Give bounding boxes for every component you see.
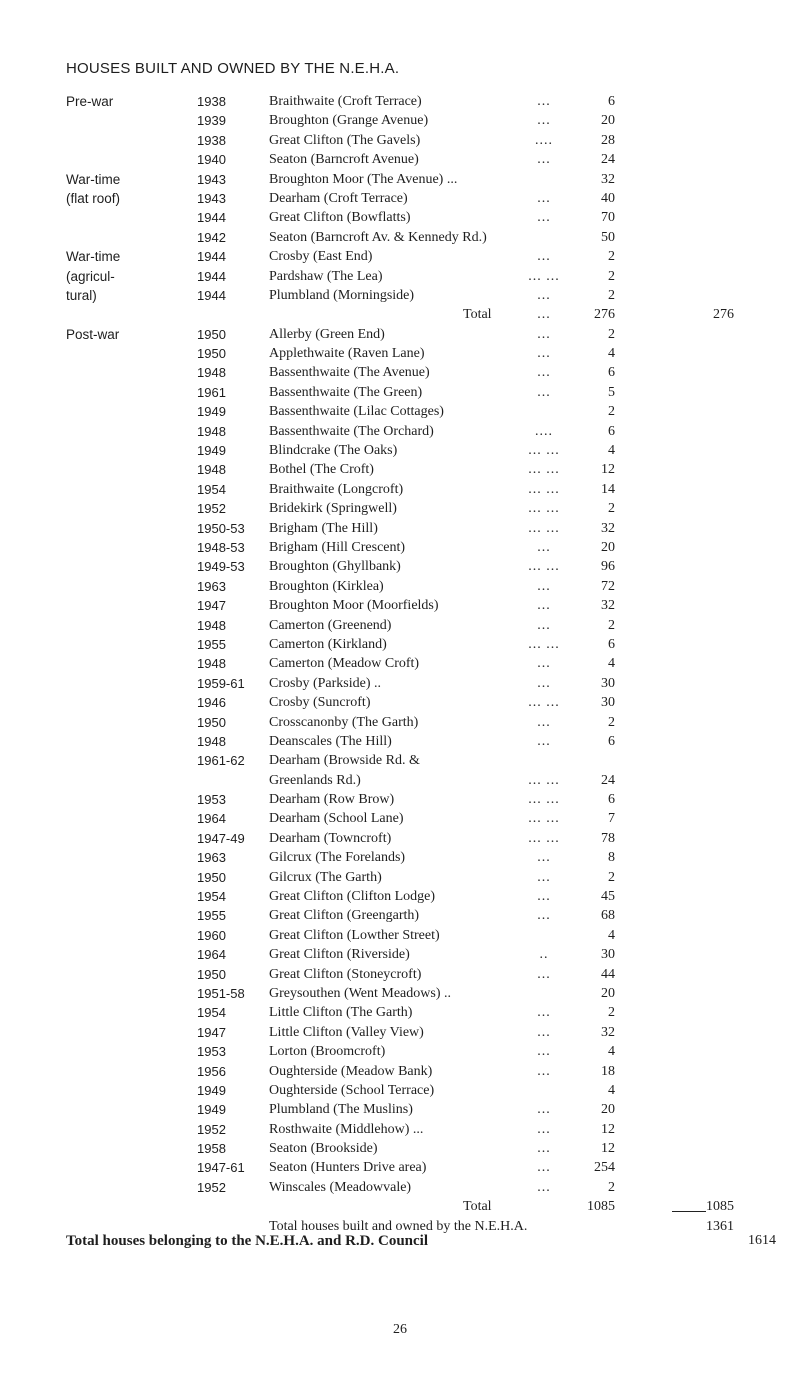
table-row bbox=[66, 848, 766, 867]
count-cell: 4 bbox=[608, 656, 615, 672]
location-cell: Crosby (East End) bbox=[269, 249, 373, 265]
count-cell: 4 bbox=[608, 443, 615, 459]
location-cell: Braithwaite (Longcroft) bbox=[269, 481, 404, 497]
location-cell: Camerton (Greenend) bbox=[269, 617, 392, 633]
total-row bbox=[66, 1197, 766, 1216]
location-cell: Lorton (Broomcroft) bbox=[269, 1044, 386, 1060]
location-cell: Camerton (Meadow Croft) bbox=[269, 656, 420, 672]
leader-dots: .. bbox=[539, 947, 549, 963]
table-row bbox=[66, 267, 766, 286]
leader-dots: ... bbox=[537, 1141, 551, 1157]
count-cell: 70 bbox=[601, 210, 615, 226]
count-cell: 6 bbox=[608, 94, 615, 109]
leader-dots: ... bbox=[537, 1179, 551, 1195]
count-cell: 4 bbox=[608, 346, 615, 362]
location-cell: Broughton Moor (Moorfields) bbox=[269, 598, 439, 614]
count-cell: 50 bbox=[601, 229, 615, 245]
table-row bbox=[66, 538, 766, 557]
location-cell: Oughterside (School Terrace) bbox=[269, 1082, 435, 1098]
year-cell: 1951-58 bbox=[197, 985, 245, 1001]
count-cell: 32 bbox=[601, 598, 615, 614]
location-cell: Bothel (The Croft) bbox=[269, 462, 374, 478]
year-cell: 1949 bbox=[197, 404, 226, 420]
location-cell: Allerby (Green End) bbox=[269, 326, 385, 342]
year-cell: 1943 bbox=[197, 190, 226, 206]
count-cell: 96 bbox=[601, 559, 615, 575]
subtotal-rule bbox=[672, 1211, 706, 1212]
location-cell: Great Clifton (Stoneycroft) bbox=[269, 966, 422, 982]
location-cell: Great Clifton (The Gavels) bbox=[269, 132, 421, 148]
leader-dots: ... bbox=[537, 578, 551, 594]
table-row bbox=[66, 480, 766, 499]
leader-dots: ... bbox=[537, 365, 551, 381]
year-cell: 1950-53 bbox=[197, 520, 245, 536]
year-cell: 1955 bbox=[197, 636, 226, 652]
year-cell: 1942 bbox=[197, 229, 226, 245]
year-cell: 1948 bbox=[197, 733, 226, 749]
location-cell: Plumbland (Morningside) bbox=[269, 287, 415, 303]
table-row bbox=[66, 383, 766, 402]
count-cell: 4 bbox=[608, 927, 615, 943]
location-cell: Braithwaite (Croft Terrace) bbox=[269, 94, 422, 109]
table-row bbox=[66, 1062, 766, 1081]
leader-dots: ... bbox=[537, 617, 551, 633]
location-cell: Brigham (The Hill) bbox=[269, 520, 378, 536]
leader-dots: ... ... bbox=[528, 481, 560, 497]
group-label: War-time bbox=[66, 171, 121, 187]
location-cell: Bassenthwaite (The Orchard) bbox=[269, 423, 434, 439]
leader-dots: ... ... bbox=[528, 811, 560, 827]
count-cell: 12 bbox=[601, 1121, 615, 1137]
table-row bbox=[66, 713, 766, 732]
leader-dots: ... bbox=[537, 714, 551, 730]
year-cell: 1950 bbox=[197, 966, 226, 982]
table-row bbox=[66, 208, 766, 227]
leader-dots: ... ... bbox=[528, 443, 560, 459]
year-cell: 1947 bbox=[197, 1024, 226, 1040]
count-cell: 12 bbox=[601, 462, 615, 478]
table-row bbox=[66, 325, 766, 344]
table-row bbox=[66, 402, 766, 421]
leader-dots: .... bbox=[535, 132, 553, 148]
count-cell: 4 bbox=[608, 1082, 615, 1098]
leader-dots: ... ... bbox=[528, 695, 560, 711]
location-cell: Dearham (Browside Rd. & bbox=[269, 753, 420, 769]
count-cell: 32 bbox=[601, 1024, 615, 1040]
location-cell: Dearham (Towncroft) bbox=[269, 830, 392, 846]
table-row bbox=[66, 829, 766, 848]
count-cell: 24 bbox=[601, 772, 615, 788]
leader-dots: ... ... bbox=[528, 830, 560, 846]
grand-total-value: 1614 bbox=[748, 1233, 776, 1248]
year-cell: 1949 bbox=[197, 1102, 226, 1118]
location-cell: Greysouthen (Went Meadows) .. bbox=[269, 985, 451, 1001]
location-cell: Dearham (Croft Terrace) bbox=[269, 190, 408, 206]
year-cell: 1963 bbox=[197, 578, 226, 594]
location-cell: Crosby (Suncroft) bbox=[269, 695, 371, 711]
year-cell: 1948 bbox=[197, 617, 226, 633]
count-cell: 2 bbox=[608, 1179, 615, 1195]
leader-dots: ... bbox=[537, 908, 551, 924]
count-cell: 6 bbox=[608, 733, 615, 749]
table-row bbox=[66, 228, 766, 247]
table-row bbox=[66, 131, 766, 150]
leader-dots: ... ... bbox=[528, 772, 560, 788]
year-cell: 1955 bbox=[197, 908, 226, 924]
subtotal-cell: 276 bbox=[713, 307, 734, 323]
location-cell: Little Clifton (Valley View) bbox=[269, 1024, 424, 1040]
table-row bbox=[66, 732, 766, 751]
location-cell: Gilcrux (The Forelands) bbox=[269, 850, 406, 866]
total-label: Total bbox=[463, 307, 492, 323]
table-row bbox=[66, 868, 766, 887]
location-cell: Crosby (Parkside) .. bbox=[269, 675, 381, 691]
count-cell: 2 bbox=[608, 869, 615, 885]
year-cell: 1959-61 bbox=[197, 675, 245, 691]
table-row bbox=[66, 1139, 766, 1158]
year-cell: 1961-62 bbox=[197, 753, 245, 769]
table-row bbox=[66, 577, 766, 596]
location-cell: Great Clifton (Lowther Street) bbox=[269, 927, 440, 943]
table-row bbox=[66, 1081, 766, 1100]
table-row bbox=[66, 654, 766, 673]
year-cell: 1940 bbox=[197, 152, 226, 168]
year-cell: 1948 bbox=[197, 462, 226, 478]
year-cell: 1952 bbox=[197, 1121, 226, 1137]
location-cell: Bridekirk (Springwell) bbox=[269, 501, 397, 517]
leader-dots: ... bbox=[537, 733, 551, 749]
year-cell: 1950 bbox=[197, 346, 226, 362]
year-cell: 1950 bbox=[197, 869, 226, 885]
leader-dots: ... bbox=[537, 1005, 551, 1021]
leader-dots: ... bbox=[537, 889, 551, 905]
leader-dots: ... bbox=[537, 1024, 551, 1040]
table-row bbox=[66, 1042, 766, 1061]
location-cell: Pardshaw (The Lea) bbox=[269, 268, 383, 284]
count-cell: 6 bbox=[608, 423, 615, 439]
year-cell: 1948-53 bbox=[197, 539, 245, 555]
count-cell: 2 bbox=[608, 1005, 615, 1021]
count-cell: 2 bbox=[608, 287, 615, 303]
year-cell: 1960 bbox=[197, 927, 226, 943]
page-title: HOUSES BUILT AND OWNED BY THE N.E.H.A. bbox=[66, 60, 400, 77]
year-cell: 1950 bbox=[197, 326, 226, 342]
location-cell: Blindcrake (The Oaks) bbox=[269, 443, 398, 459]
table-row bbox=[66, 1003, 766, 1022]
location-cell: Greenlands Rd.) bbox=[269, 772, 361, 788]
year-cell: 1943 bbox=[197, 171, 226, 187]
location-cell: Applethwaite (Raven Lane) bbox=[269, 346, 425, 362]
year-cell: 1950 bbox=[197, 714, 226, 730]
table-row bbox=[66, 887, 766, 906]
year-cell: 1954 bbox=[197, 889, 226, 905]
table-row bbox=[66, 499, 766, 518]
leader-dots: ... ... bbox=[528, 636, 560, 652]
year-cell: 1948 bbox=[197, 365, 226, 381]
location-cell: Plumbland (The Muslins) bbox=[269, 1102, 413, 1118]
total-row bbox=[66, 305, 766, 324]
year-cell: 1944 bbox=[197, 287, 226, 303]
count-cell: 68 bbox=[601, 908, 615, 924]
table-row bbox=[66, 926, 766, 945]
year-cell: 1947 bbox=[197, 598, 226, 614]
year-cell: 1947-49 bbox=[197, 830, 245, 846]
leader-dots: ... bbox=[537, 1063, 551, 1079]
group-label: (agricul- bbox=[66, 268, 115, 284]
location-cell: Oughterside (Meadow Bank) bbox=[269, 1063, 433, 1079]
table-row bbox=[66, 344, 766, 363]
year-cell: 1949 bbox=[197, 1082, 226, 1098]
count-cell: 40 bbox=[601, 190, 615, 206]
table-row bbox=[66, 441, 766, 460]
year-cell: 1953 bbox=[197, 792, 226, 808]
total-label: Total bbox=[463, 1199, 492, 1215]
year-cell: 1964 bbox=[197, 947, 226, 963]
year-cell: 1956 bbox=[197, 1063, 226, 1079]
table-row bbox=[66, 596, 766, 615]
location-cell: Deanscales (The Hill) bbox=[269, 733, 392, 749]
location-cell: Rosthwaite (Middlehow) ... bbox=[269, 1121, 424, 1137]
leader-dots: ... bbox=[537, 152, 551, 168]
year-cell: 1944 bbox=[197, 268, 226, 284]
count-cell: 18 bbox=[601, 1063, 615, 1079]
leader-dots: ... bbox=[537, 210, 551, 226]
subtotal-cell: 1085 bbox=[706, 1199, 734, 1215]
table-row bbox=[66, 189, 766, 208]
year-cell: 1939 bbox=[197, 113, 226, 129]
table-row bbox=[66, 519, 766, 538]
table-row bbox=[66, 965, 766, 984]
year-cell: 1958 bbox=[197, 1141, 226, 1157]
table-row bbox=[66, 790, 766, 809]
group-label: (flat roof) bbox=[66, 190, 121, 206]
group-label: Post-war bbox=[66, 326, 120, 342]
grand-total-row bbox=[66, 1230, 776, 1252]
count-cell: 254 bbox=[594, 1160, 615, 1176]
leader-dots: ... bbox=[537, 869, 551, 885]
count-cell: 2 bbox=[608, 404, 615, 420]
leader-dots: ... bbox=[537, 539, 551, 555]
location-cell: Winscales (Meadowvale) bbox=[269, 1179, 412, 1195]
location-cell: Great Clifton (Riverside) bbox=[269, 947, 410, 963]
location-cell: Great Clifton (Greengarth) bbox=[269, 908, 420, 924]
table-row bbox=[66, 635, 766, 654]
leader-dots: ... bbox=[537, 1121, 551, 1137]
location-cell: Camerton (Kirkland) bbox=[269, 636, 387, 652]
table-row bbox=[66, 422, 766, 441]
count-cell: 45 bbox=[601, 889, 615, 905]
location-cell: Seaton (Hunters Drive area) bbox=[269, 1160, 427, 1176]
year-cell: 1963 bbox=[197, 850, 226, 866]
count-cell: 12 bbox=[601, 1141, 615, 1157]
table-row bbox=[66, 557, 766, 576]
count-cell: 2 bbox=[608, 714, 615, 730]
year-cell: 1948 bbox=[197, 656, 226, 672]
table-row bbox=[66, 111, 766, 130]
table-row bbox=[66, 1023, 766, 1042]
leader-dots: ... bbox=[537, 113, 551, 129]
count-cell: 32 bbox=[601, 171, 615, 187]
table-row bbox=[66, 1178, 766, 1197]
table-row bbox=[66, 693, 766, 712]
count-cell: 30 bbox=[601, 695, 615, 711]
location-cell: Gilcrux (The Garth) bbox=[269, 869, 382, 885]
leader-dots: ... ... bbox=[528, 559, 560, 575]
year-cell: 1952 bbox=[197, 501, 226, 517]
count-cell: 2 bbox=[608, 501, 615, 517]
count-cell: 276 bbox=[594, 307, 615, 323]
count-cell: 20 bbox=[601, 1102, 615, 1118]
count-cell: 32 bbox=[601, 520, 615, 536]
count-cell: 20 bbox=[601, 113, 615, 129]
table-row bbox=[66, 616, 766, 635]
count-cell: 24 bbox=[601, 152, 615, 168]
location-cell: Broughton (Kirklea) bbox=[269, 578, 384, 594]
year-cell: 1954 bbox=[197, 481, 226, 497]
leader-dots: ... bbox=[537, 94, 551, 109]
count-cell: 6 bbox=[608, 365, 615, 381]
leader-dots: ... ... bbox=[528, 501, 560, 517]
count-cell: 30 bbox=[601, 675, 615, 691]
group-label: Pre-war bbox=[66, 94, 114, 109]
count-cell: 6 bbox=[608, 792, 615, 808]
location-cell: Bassenthwaite (The Green) bbox=[269, 384, 423, 400]
year-cell: 1954 bbox=[197, 1005, 226, 1021]
table-row bbox=[66, 150, 766, 169]
count-cell: 6 bbox=[608, 636, 615, 652]
count-cell: 28 bbox=[601, 132, 615, 148]
count-cell: 8 bbox=[608, 850, 615, 866]
count-cell: 14 bbox=[601, 481, 615, 497]
count-cell: 2 bbox=[608, 326, 615, 342]
leader-dots: ... bbox=[537, 287, 551, 303]
year-cell: 1949-53 bbox=[197, 559, 245, 575]
table-row bbox=[66, 1158, 766, 1177]
table-row bbox=[66, 984, 766, 1003]
table-row bbox=[66, 286, 766, 305]
table-row bbox=[66, 247, 766, 266]
leader-dots: ... bbox=[537, 307, 551, 323]
leader-dots: ... bbox=[537, 326, 551, 342]
summary-label: Total houses built and owned by the N.E.H.A. bbox=[269, 1218, 528, 1234]
leader-dots: ... ... bbox=[528, 792, 560, 808]
year-cell: 1949 bbox=[197, 443, 226, 459]
location-cell: Dearham (Row Brow) bbox=[269, 792, 395, 808]
leader-dots: ... bbox=[537, 190, 551, 206]
subtotal-cell: 1361 bbox=[706, 1218, 734, 1234]
count-cell: 78 bbox=[601, 830, 615, 846]
group-label: tural) bbox=[66, 287, 97, 303]
year-cell: 1948 bbox=[197, 423, 226, 439]
year-cell: 1961 bbox=[197, 384, 226, 400]
grand-total-label: Total houses belonging to the N.E.H.A. and R.D. Council bbox=[66, 1233, 429, 1249]
table-row bbox=[66, 906, 766, 925]
table-row bbox=[66, 809, 766, 828]
location-cell: Bassenthwaite (The Avenue) bbox=[269, 365, 430, 381]
location-cell: Brigham (Hill Crescent) bbox=[269, 539, 406, 555]
location-cell: Broughton (Ghyllbank) bbox=[269, 559, 401, 575]
table-row bbox=[66, 1100, 766, 1119]
leader-dots: ... bbox=[537, 1160, 551, 1176]
leader-dots: ... bbox=[537, 966, 551, 982]
leader-dots: ... bbox=[537, 656, 551, 672]
count-cell: 20 bbox=[601, 985, 615, 1001]
count-cell: 2 bbox=[608, 249, 615, 265]
leader-dots: ... bbox=[537, 346, 551, 362]
location-cell: Dearham (School Lane) bbox=[269, 811, 404, 827]
count-cell: 1085 bbox=[587, 1199, 615, 1215]
group-label: War-time bbox=[66, 249, 121, 265]
year-cell: 1964 bbox=[197, 811, 226, 827]
location-cell: Broughton Moor (The Avenue) ... bbox=[269, 171, 458, 187]
year-cell: 1946 bbox=[197, 695, 226, 711]
leader-dots: ... ... bbox=[528, 462, 560, 478]
count-cell: 5 bbox=[608, 384, 615, 400]
leader-dots: ... bbox=[537, 249, 551, 265]
location-cell: Little Clifton (The Garth) bbox=[269, 1005, 413, 1021]
table-row bbox=[66, 751, 766, 770]
leader-dots: ... bbox=[537, 1102, 551, 1118]
table-row bbox=[66, 170, 766, 189]
location-cell: Crosscanonby (The Garth) bbox=[269, 714, 419, 730]
table-row bbox=[66, 1120, 766, 1139]
count-cell: 72 bbox=[601, 578, 615, 594]
table-row bbox=[66, 945, 766, 964]
table-row bbox=[66, 771, 766, 790]
location-cell: Broughton (Grange Avenue) bbox=[269, 113, 429, 129]
table-row bbox=[66, 460, 766, 479]
table-row bbox=[66, 92, 766, 111]
count-cell: 7 bbox=[608, 811, 615, 827]
location-cell: Bassenthwaite (Lilac Cottages) bbox=[269, 404, 444, 420]
leader-dots: ... ... bbox=[528, 520, 560, 536]
year-cell: 1947-61 bbox=[197, 1160, 245, 1176]
year-cell: 1938 bbox=[197, 132, 226, 148]
location-cell: Seaton (Barncroft Avenue) bbox=[269, 152, 419, 168]
count-cell: 4 bbox=[608, 1044, 615, 1060]
leader-dots: ... bbox=[537, 850, 551, 866]
year-cell: 1944 bbox=[197, 210, 226, 226]
location-cell: Seaton (Barncroft Av. & Kennedy Rd.) bbox=[269, 229, 487, 245]
count-cell: 44 bbox=[601, 966, 615, 982]
year-cell: 1952 bbox=[197, 1179, 226, 1195]
leader-dots: ... ... bbox=[528, 268, 560, 284]
page-number: 26 bbox=[393, 1322, 407, 1337]
location-cell: Seaton (Brookside) bbox=[269, 1141, 378, 1157]
table-row bbox=[66, 363, 766, 382]
count-cell: 20 bbox=[601, 539, 615, 555]
year-cell: 1953 bbox=[197, 1044, 226, 1060]
count-cell: 2 bbox=[608, 617, 615, 633]
houses-table bbox=[66, 92, 766, 1236]
year-cell: 1944 bbox=[197, 249, 226, 265]
leader-dots: ... bbox=[537, 1044, 551, 1060]
location-cell: Great Clifton (Bowflatts) bbox=[269, 210, 411, 226]
leader-dots: ... bbox=[537, 675, 551, 691]
leader-dots: .... bbox=[535, 423, 553, 439]
table-row bbox=[66, 674, 766, 693]
year-cell: 1938 bbox=[197, 94, 226, 109]
count-cell: 2 bbox=[608, 268, 615, 284]
leader-dots: ... bbox=[537, 384, 551, 400]
count-cell: 30 bbox=[601, 947, 615, 963]
location-cell: Great Clifton (Clifton Lodge) bbox=[269, 889, 436, 905]
leader-dots: ... bbox=[537, 598, 551, 614]
